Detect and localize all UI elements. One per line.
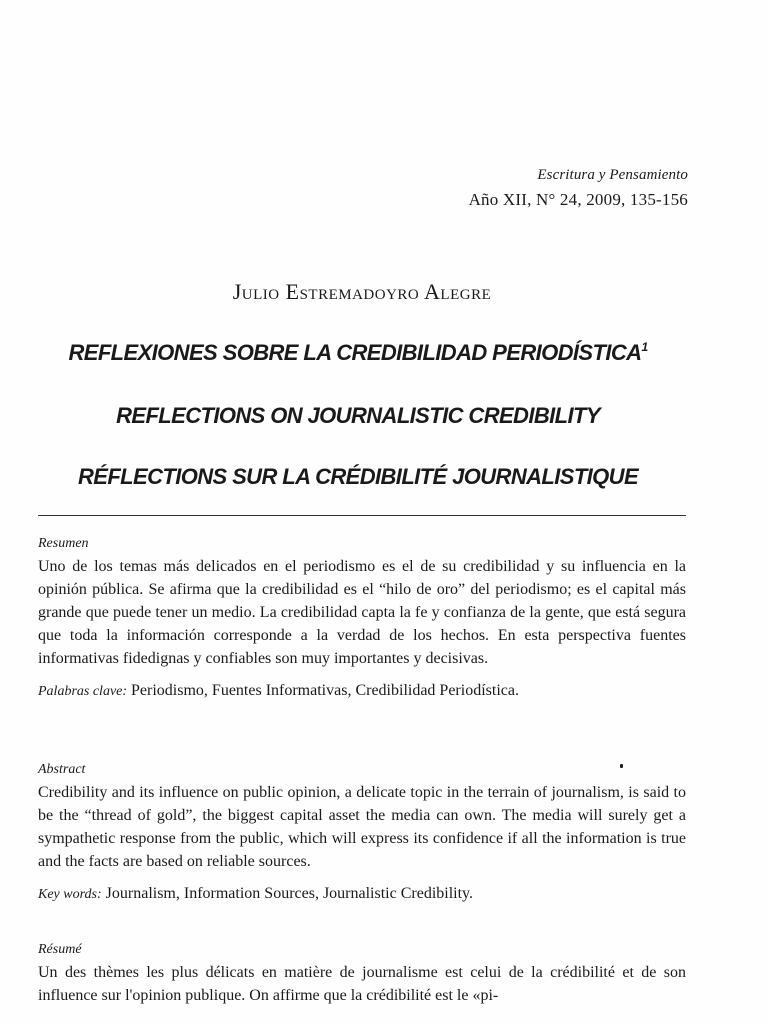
resumen-section: [38, 536, 686, 702]
header-divider: [38, 515, 686, 516]
resumen-keywords-label: Palabras clave:: [38, 684, 128, 699]
journal-name: Escritura y Pensamiento: [537, 167, 688, 183]
abstract-text: Credibility and its influence on public opinion, a delicate topic in the terrain of journalism, is said to be the “thread of gold”, the biggest capital asset the media can own. The media will surely get a sympathetic response from the public, which will express its confidence if all the information is true and the facts are based on reliable sources.: [38, 784, 686, 870]
abstract-keywords: [38, 884, 686, 905]
journal-issue: Año XII, N° 24, 2009, 135-156: [468, 190, 688, 209]
resumen-keywords: [38, 681, 686, 702]
author-name: Julio Estremadoyro Alegre: [232, 279, 492, 304]
abstract-section: [38, 762, 686, 905]
title-spanish-text: REFLEXIONES SOBRE LA CREDIBILIDAD PERIODÍSTICA: [68, 340, 642, 365]
abstract-label: Abstract: [38, 762, 86, 777]
title-footnote-marker: 1: [641, 340, 648, 354]
resumen-label: Resumen: [38, 536, 89, 551]
resume-section: [38, 942, 686, 1007]
title-spanish: [0, 339, 716, 367]
resume-label: Résumé: [38, 942, 82, 957]
resume-text: Un des thèmes les plus délicats en matière de journalisme est celui de la crédibilité et de son influence sur l'opinion publique. On affirme que la crédibilité est le «pi-: [38, 964, 686, 1004]
abstract-keywords-list: Journalism, Information Sources, Journalistic Credibility.: [105, 885, 474, 902]
resumen-text: Uno de los temas más delicados en el periodismo es el de su credibilidad y su influencia en la opinión pública. Se afirma que la credibilidad es el “hilo de oro” del periodismo; es el capital más grande que puede tener un medio. La credibilidad capta la fe y confianza de la gente, que está segura que toda la información corresponde a la verdad de los hechos. En esta perspectiva fuentes informativas fidedignas y confiables son muy importantes y decisivas.: [38, 558, 686, 667]
title-french: RÉFLECTIONS SUR LA CRÉDIBILITÉ JOURNALISTIQUE: [77, 464, 639, 489]
journal-header: [469, 166, 688, 210]
resumen-keywords-list: Periodismo, Fuentes Informativas, Credibilidad Periodística.: [131, 682, 519, 699]
title-english: REFLECTIONS ON JOURNALISTIC CREDIBILITY: [116, 403, 600, 428]
abstract-keywords-label: Key words:: [38, 887, 102, 902]
